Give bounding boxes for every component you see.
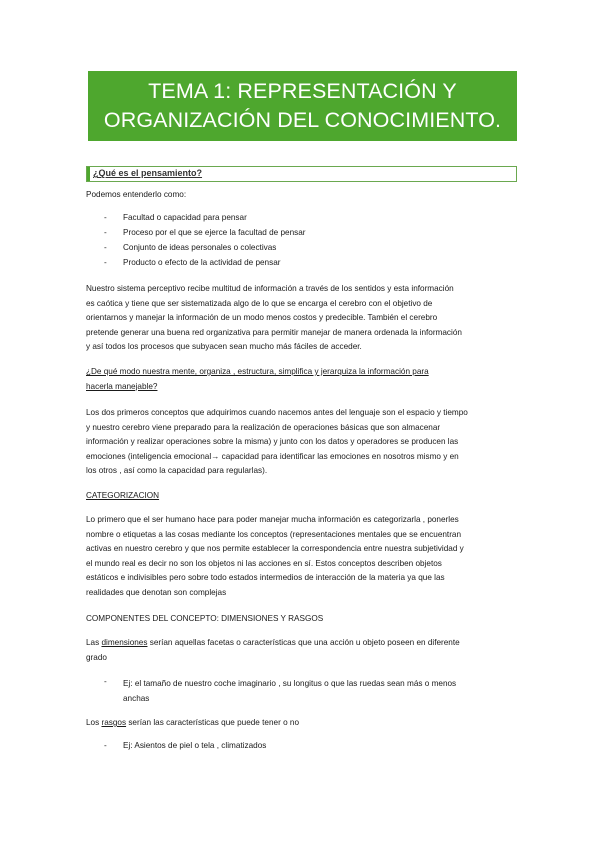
intro-text: Podemos entenderlo como: <box>86 190 187 199</box>
section-heading: ¿Qué es el pensamiento? <box>93 168 203 178</box>
title-line-1: TEMA 1: REPRESENTACIÓN Y <box>148 79 457 103</box>
question-heading: ¿De qué modo nuestra mente, organiza , estructura, simplifica y jerarquiza la información para hacerla manejable? <box>86 367 429 391</box>
paragraph-dimensiones: Las dimensiones serían aquellas facetas o características que una acción u objeto poseen en diferente grado <box>86 638 460 662</box>
paragraph-rasgos: Los rasgos serían las características que puede tener o no <box>86 718 300 727</box>
document-page: TEMA 1: REPRESENTACIÓN Y ORGANIZACIÓN DEL CONOCIMIENTO. ¿Qué es el pensamiento? Podemos entenderlo como: - Facultad o capacidad para pensar - Proceso por el que se ejerce la facultad de pensar - Conjunto de ideas personales o colectivas - Producto o efecto de la actividad de pensar Nuestro sistema perceptivo recibe multitud de información a través de los sentidos y esta información es caótica y tiene que ser sistematizada algo de lo que se encarga el cerebro con el objetivo de orientarnos y manejar la información de un modo menos costos y predecible. También el cerebro pretende generar una buena red organizativa para permitir manejar de manera ordenada la información y así todos los procesos que subyacen sean mucho más fáciles de acceder. ¿De qué modo nuestra mente, organiza , estructura, simplifica y jerarquiza la información para hacerla manejable? Los dos primeros conceptos que adquirimos cuando nacemos antes del lenguaje son el espacio y tiempo y nuestro cerebro viene preparado para la realización de operaciones básicas que son almacenar información y realizar operaciones sobre la misma) y junto con los datos y operadores se producen las emociones (inteligencia emocional→ capacidad para identificar las emociones en nosotros mismo y en los otros , así como la capacidad para regularlas). CATEGORIZACION Lo primero que el ser humano hace para poder manejar mucha información es categorizarla , ponerles nombre o etiquetas a las cosas mediante los conceptos (representaciones mentales que se encuentran activas en nuestro cerebro y que nos permite establecer la correspondencia entre nuestra subjetividad y el mundo real es decir no son los objetos ni las acciones en sí. Estos conceptos describen objetos estáticos e indivisibles pero sobre todo estados intermedios de interacción de la materia ya que las realidades que denotan son complejas COMPONENTES DEL CONCEPTO: DIMENSIONES Y RASGOS Las dimensiones serían aquellas facetas o características que una acción u objeto poseen en diferente grado - Ej: el tamaño de nuestro coche imaginario , su longitus o que las ruedas sean más o menos anchas Los rasgos serían las características que puede tener o no - Ej: Asientos de piel o tela , climatizados <box>0 0 599 848</box>
paragraph-categorization: Lo primero que el ser humano hace para poder manejar mucha información es categorizarla , ponerles nombre o etiquetas a las cosas mediante los conceptos (representaciones mentales que se encuentran activas en nuestro cerebro y que nos permite establecer la correspondencia entre nuestra subjetividad y el mundo real es decir no son los objetos ni las acciones en sí. Estos conceptos describen objetos estáticos e indivisibles pero sobre todo estados intermedios de interacción de la materia ya que las realidades que denotan son complejas <box>86 515 464 597</box>
title-line-2: ORGANIZACIÓN DEL CONOCIMIENTO. <box>103 108 502 132</box>
components-heading: COMPONENTES DEL CONCEPTO: DIMENSIONES Y RASGOS <box>86 614 324 623</box>
section-heading-box <box>86 166 517 182</box>
categorizacion-heading: CATEGORIZACION <box>86 491 160 500</box>
section-accent-bar <box>87 167 90 181</box>
paragraph-concepts: Los dos primeros conceptos que adquirimos cuando nacemos antes del lenguaje son el espacio y tiempo y nuestro cerebro viene preparado para la realización de operaciones básicas que son almacenar información y realizar operaciones sobre la misma) y junto con los datos y operadores se producen las emociones (inteligencia emocional→ capacidad para identificar las emociones en nosotros mismo y en los otros , así como la capacidad para regularlas). <box>86 408 468 475</box>
term-dimensiones: dimensiones <box>101 638 148 647</box>
paragraph-perception: Nuestro sistema perceptivo recibe multitud de información a través de los sentidos y esta información es caótica y tiene que ser sistematizada algo de lo que se encarga el cerebro con el objetivo de orientarnos y manejar la información de un modo menos costos y predecible. También el cerebro pretende generar una buena red organizativa para permitir manejar de manera ordenada la información y así todos los procesos que subyacen sean mucho más fáciles de acceder. <box>86 284 462 351</box>
title-banner <box>88 71 517 141</box>
term-rasgos: rasgos <box>101 718 127 727</box>
